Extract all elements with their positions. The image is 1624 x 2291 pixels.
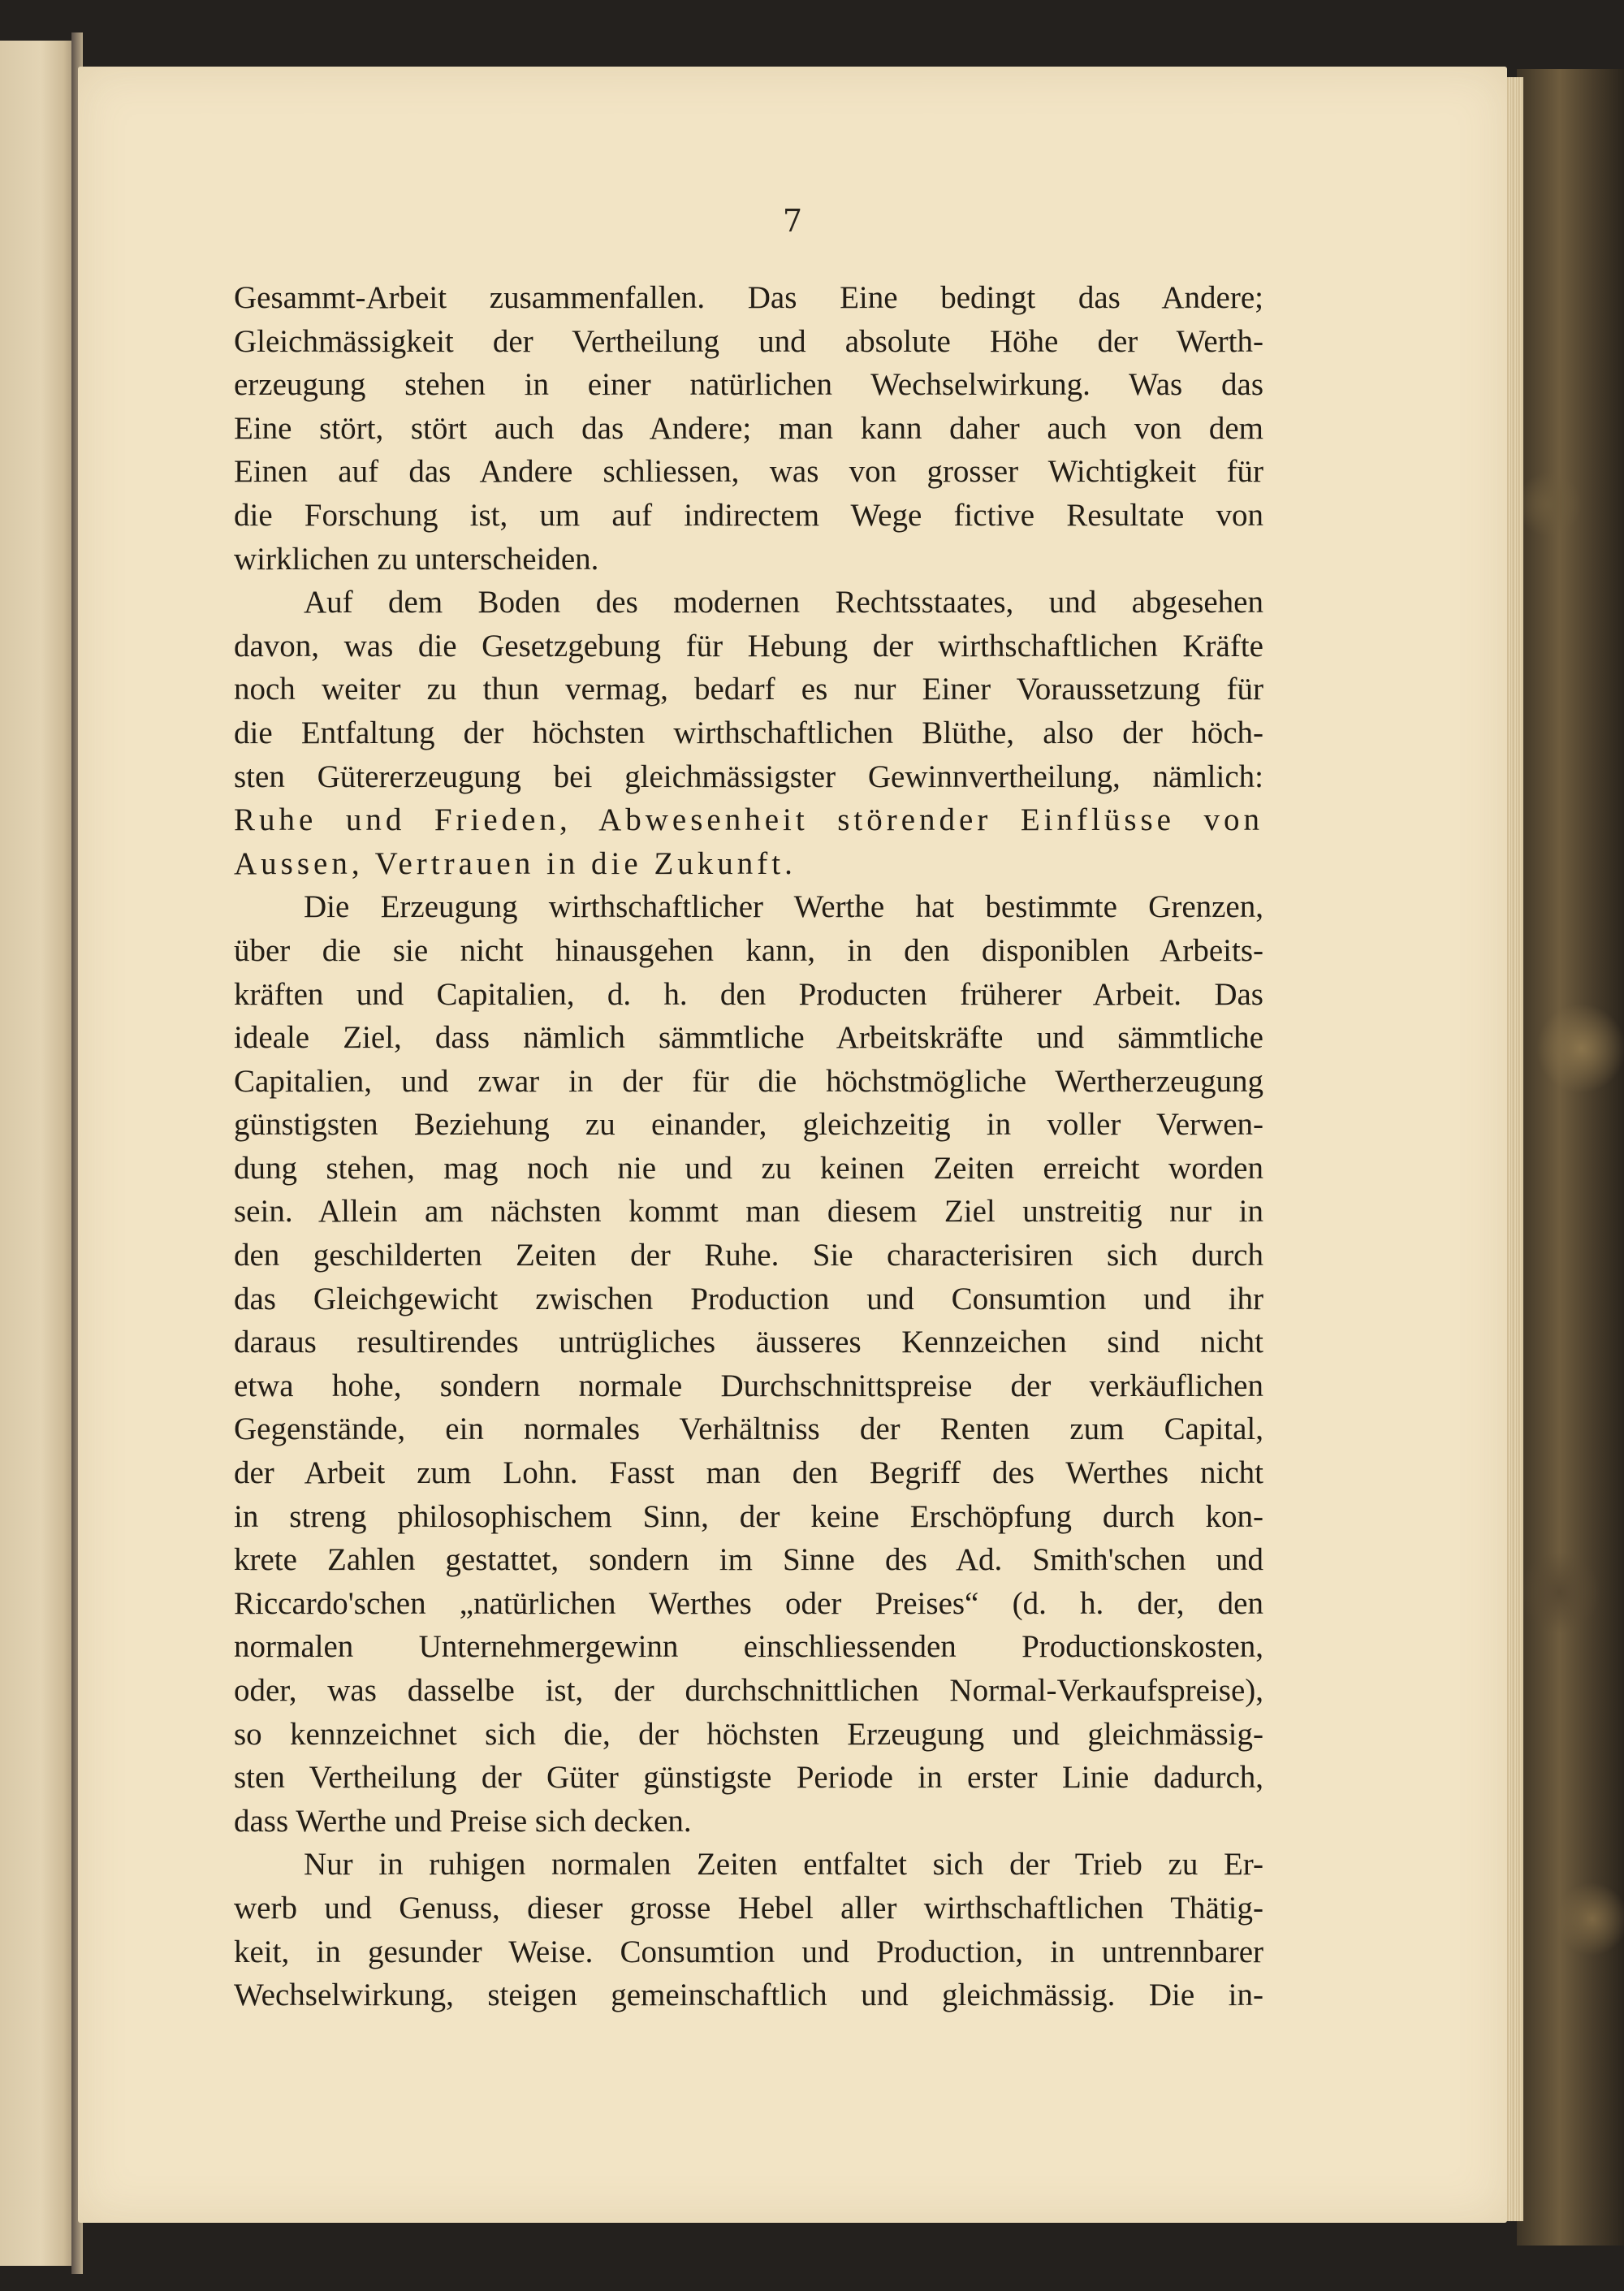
marbled-cover-edge xyxy=(1517,69,1624,2246)
paragraph-start-line: Auf dem Boden des modernen Rechtsstaates, und abgesehen xyxy=(304,585,1263,620)
text-line: Capitalien, und zwar in der für die höchstmögliche Wertherzeugung xyxy=(234,1063,1263,1099)
text-line: dass Werthe und Preise sich decken. xyxy=(234,1803,692,1839)
page-body-text xyxy=(234,276,1263,2017)
text-line: Eine stört, stört auch das Andere; man kann daher auch von dem xyxy=(234,410,1263,446)
text-line: den geschilderten Zeiten der Ruhe. Sie characterisiren sich durch xyxy=(234,1238,1263,1273)
text-line: so kennzeichnet sich die, der höchsten Erzeugung und gleichmässig- xyxy=(234,1716,1263,1752)
text-line: Gesammt-Arbeit zusammenfallen. Das Eine bedingt das Andere; xyxy=(234,280,1263,315)
paragraph-start-line: Die Erzeugung wirthschaftlicher Werthe hat bestimmte Grenzen, xyxy=(304,889,1263,925)
text-line: günstigsten Beziehung zu einander, gleichzeitig in voller Verwen- xyxy=(234,1107,1263,1143)
text-line: in streng philosophischem Sinn, der keine Erschöpfung durch kon- xyxy=(234,1498,1263,1534)
text-line: das Gleichgewicht zwischen Production und Consumtion und ihr xyxy=(234,1281,1263,1316)
text-line: sein. Allein am nächsten kommt man diesem Ziel unstreitig nur in xyxy=(234,1194,1263,1230)
text-line: werb und Genuss, dieser grosse Hebel aller wirthschaftlichen Thätig- xyxy=(234,1890,1263,1926)
text-line: dung stehen, mag noch nie und zu keinen Zeiten erreicht worden xyxy=(234,1150,1263,1186)
facing-page-edge xyxy=(0,41,75,2266)
text-line: Gleichmässigkeit der Vertheilung und absolute Höhe der Werth- xyxy=(234,323,1263,359)
text-line: Gegenstände, ein normales Verhältniss der Renten zum Capital, xyxy=(234,1411,1263,1447)
text-line: sten Vertheilung der Güter günstigste Periode in erster Linie dadurch, xyxy=(234,1760,1263,1796)
text-line: ideale Ziel, dass nämlich sämmtliche Arbeitskräfte und sämmtliche xyxy=(234,1020,1263,1056)
text-line: erzeugung stehen in einer natürlichen Wechselwirkung. Was das xyxy=(234,367,1263,403)
text-line: die Entfaltung der höchsten wirthschaftlichen Blüthe, also der höch- xyxy=(234,715,1263,750)
text-line: krete Zahlen gestattet, sondern im Sinne des Ad. Smith'schen und xyxy=(234,1542,1263,1578)
text-line: Riccardo'schen „natürlichen Werthes oder Preises“ (d. h. der, den xyxy=(234,1585,1263,1621)
text-line: oder, was dasselbe ist, der durchschnittlichen Normal-Verkaufspreise), xyxy=(234,1673,1263,1708)
text-line: über die sie nicht hinausgehen kann, in den disponiblen Arbeits- xyxy=(234,932,1263,968)
text-line: wirklichen zu unterscheiden. xyxy=(234,541,599,577)
text-line: der Arbeit zum Lohn. Fasst man den Begriff des Werthes nicht xyxy=(234,1455,1263,1491)
paragraph-start-line: Nur in ruhigen normalen Zeiten entfaltet sich der Trieb zu Er- xyxy=(304,1847,1263,1883)
text-line: keit, in gesunder Weise. Consumtion und Production, in untrennbarer xyxy=(234,1934,1263,1969)
text-line: etwa hohe, sondern normale Durchschnittspreise der verkäuflichen xyxy=(234,1368,1263,1403)
page-number: 7 xyxy=(782,203,803,239)
text-line: kräften und Capitalien, d. h. den Producten früherer Arbeit. Das xyxy=(234,976,1263,1012)
text-line: Wechselwirkung, steigen gemeinschaftlich und gleichmässig. Die in- xyxy=(234,1978,1263,2013)
emphasized-text-line: Aussen, Vertrauen in die Zukunft. xyxy=(234,845,797,881)
text-line: sten Gütererzeugung bei gleichmässigster Gewinnvertheilung, nämlich: xyxy=(234,759,1263,794)
text-line: daraus resultirendes untrügliches äusseres Kennzeichen sind nicht xyxy=(234,1325,1263,1360)
text-line: normalen Unternehmergewinn einschliessenden Productionskosten, xyxy=(234,1629,1263,1665)
text-line: die Forschung ist, um auf indirectem Wege fictive Resultate von xyxy=(234,497,1263,533)
text-line: noch weiter zu thun vermag, bedarf es nur Einer Voraussetzung für xyxy=(234,672,1263,707)
text-line: davon, was die Gesetzgebung für Hebung der wirthschaftlichen Kräfte xyxy=(234,628,1263,664)
text-line: Einen auf das Andere schliessen, was von grosser Wichtigkeit für xyxy=(234,454,1263,490)
emphasized-text-line: Ruhe und Frieden, Abwesenheit störender Einflüsse von xyxy=(234,802,1263,838)
